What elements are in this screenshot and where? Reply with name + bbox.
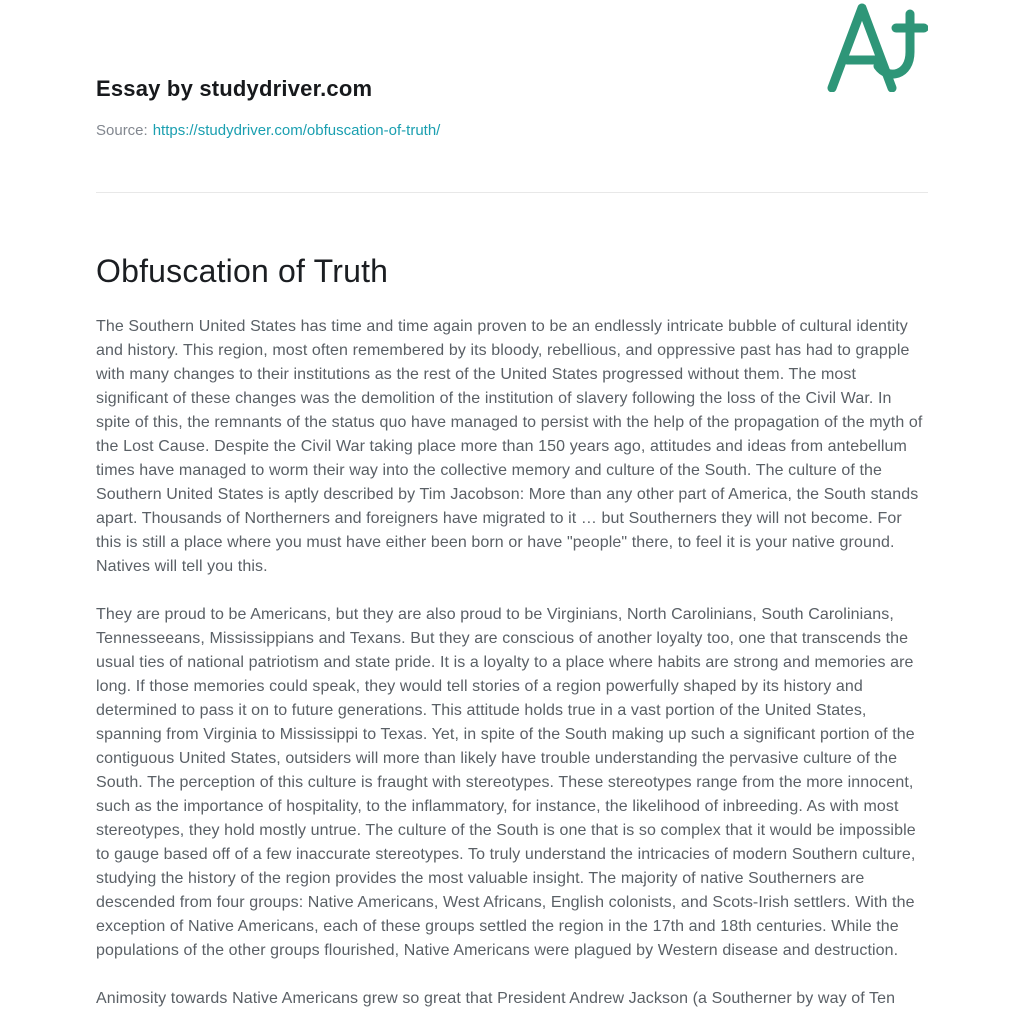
- page-header: [96, 0, 928, 140]
- source-label: Source:: [96, 122, 148, 139]
- source-link[interactable]: https://studydriver.com/obfuscation-of-truth/: [152, 122, 441, 139]
- article-paragraph-2: They are proud to be Americans, but they are also proud to be Virginians, North Carolinians, South Carolinians, Tennesseeans, Mississippians and Texans. But they are conscious of another loyalty too, one that transcends the usual ties of national patriotism and state pride. It is a loyalty to a place where habits are strong and memories are long. If those memories could speak, they would tell stories of a region powerfully shaped by its history and determined to pass it on to future generations. This attitude holds true in a vast portion of the United States, spanning from Virginia to Mississippi to Texas. Yet, in spite of the South making up such a significant portion of the contiguous United States, outsiders will more than likely have trouble understanding the pervasive culture of the South. The perception of this culture is fraught with stereotypes. These stereotypes range from the more innocent, such as the importance of hospitality, to the inflammatory, for instance, the likelihood of inbreeding. As with most stereotypes, they hold mostly untrue. The culture of the South is one that is so complex that it would be impossible to gauge based off of a few inaccurate stereotypes. To truly understand the intricacies of modern Southern culture, studying the history of the region provides the most valuable insight. The majority of native Southerners are descended from four groups: Native Americans, West Africans, English colonists, and Scots-Irish settlers. With the exception of Native Americans, each of these groups settled the region in the 17th and 18th centuries. While the populations of the other groups flourished, Native Americans were plagued by Western disease and destruction.: [96, 606, 916, 959]
- article: [96, 251, 928, 1011]
- byline: Essay by studydriver.com: [96, 76, 373, 101]
- article-title: Obfuscation of Truth: [96, 253, 389, 289]
- article-paragraph-1: The Southern United States has time and time again proven to be an endlessly intricate bubble of cultural identity and history. This region, most often remembered by its bloody, rebellious, and oppressive past has had to grapple with many changes to their institutions as the rest of the United States progressed without them. The most significant of these changes was the demolition of the institution of slavery following the loss of the Civil War. In spite of this, the remnants of the status quo have managed to persist with the help of the propagation of the myth of the Lost Cause. Despite the Civil War taking place more than 150 years ago, attitudes and ideas from antebellum times have managed to worm their way into the collective memory and culture of the South. The culture of the Southern United States is aptly described by Tim Jacobson: More than any other part of America, the South stands apart. Thousands of Northerners and foreigners have migrated to it … but Southerners they will not become. For this is still a place where you must have either been born or have "people" there, to feel it is your native ground. Natives will tell you this.: [96, 318, 923, 575]
- article-paragraph-3: Animosity towards Native Americans grew so great that President Andrew Jackson (a Southerner by way of Ten: [96, 990, 896, 1007]
- divider: [96, 192, 928, 193]
- logo-svg: [824, 0, 928, 92]
- source-line: [96, 122, 928, 140]
- studydriver-logo-icon: [824, 0, 928, 92]
